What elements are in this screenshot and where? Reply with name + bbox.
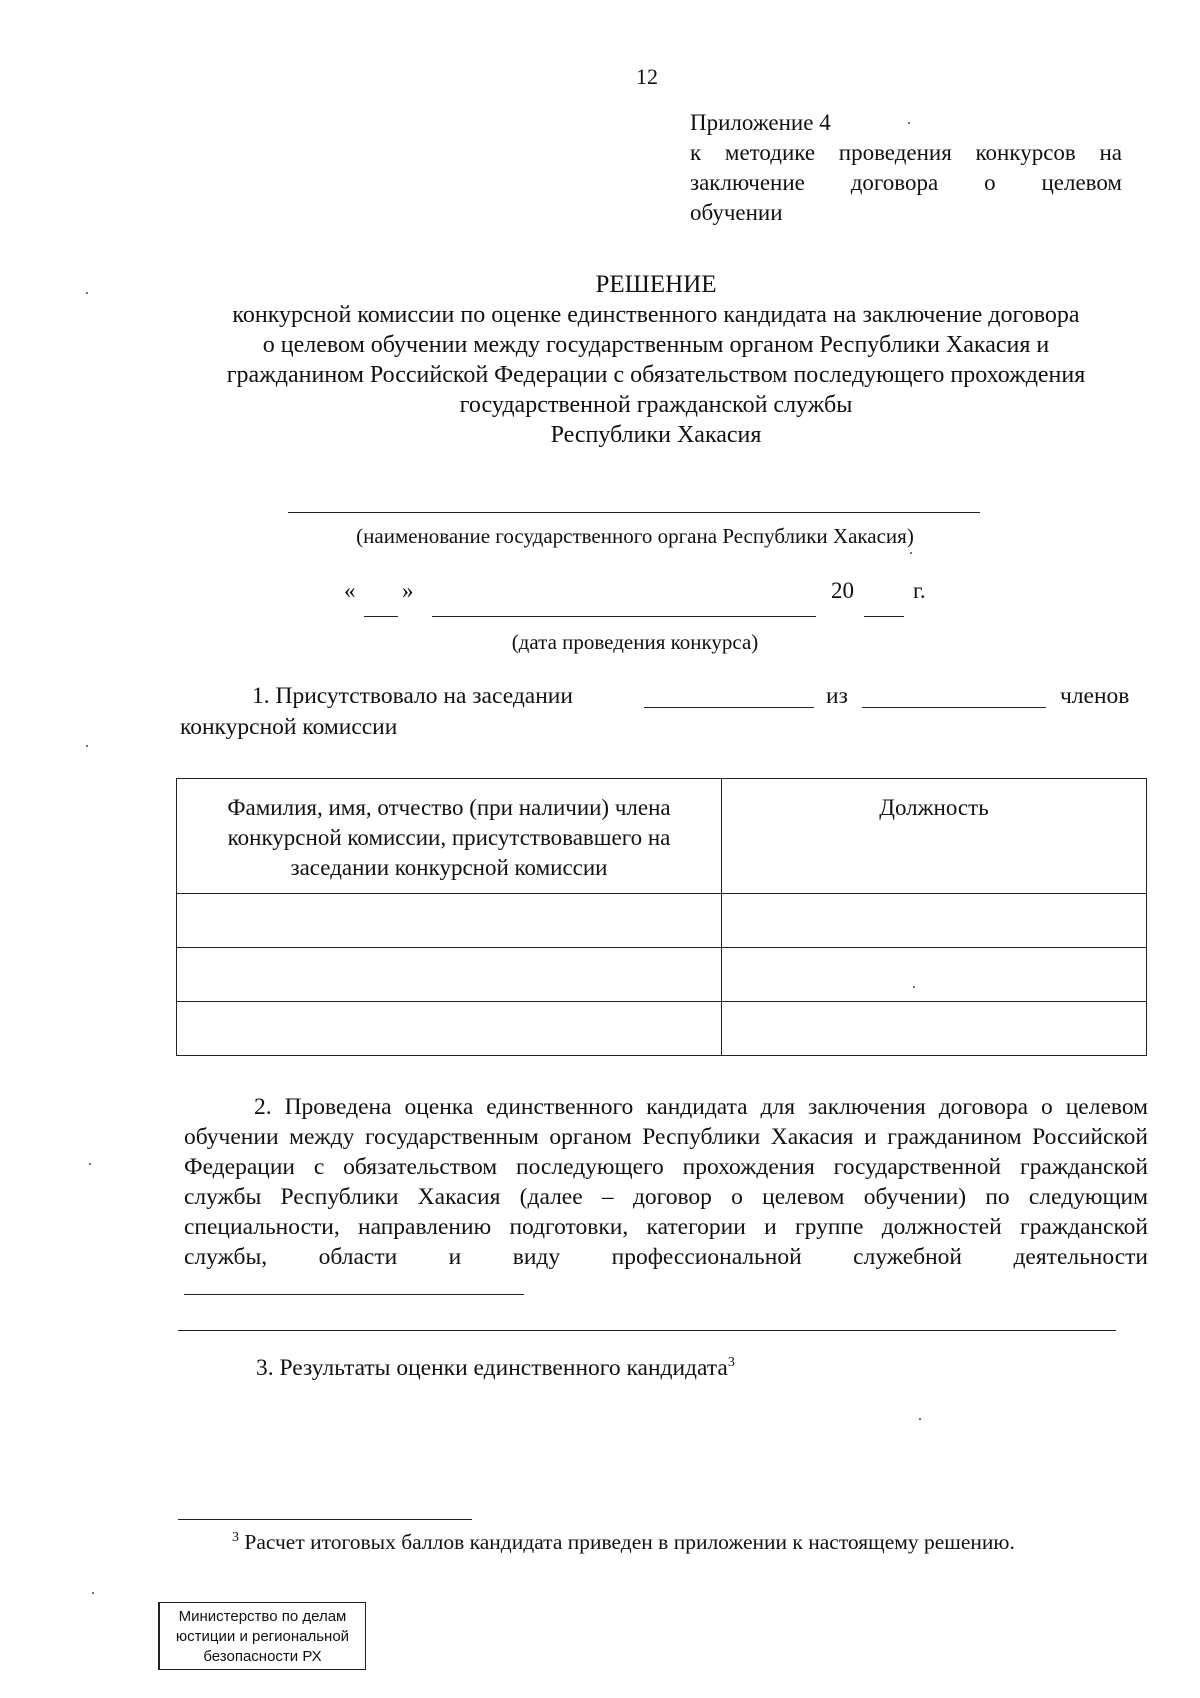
scan-speck <box>919 1418 921 1420</box>
scan-speck <box>910 552 912 554</box>
table-cell <box>722 1002 1147 1056</box>
table-header-position: Должность <box>722 779 1147 894</box>
scan-speck <box>86 745 88 747</box>
scan-speck <box>89 1163 91 1165</box>
footnote-separator <box>178 1519 472 1520</box>
document-subtitle <box>160 300 1152 450</box>
appendix-line-2: к методике проведения конкурсов на <box>690 140 1122 165</box>
scan-speck <box>913 986 915 988</box>
item-2-continuation-line <box>178 1330 1116 1331</box>
scan-speck <box>92 1592 94 1594</box>
appendix-line-4: обучении <box>690 200 783 225</box>
item-1-total-blank <box>862 707 1046 708</box>
org-name-caption: (наименование государственного органа Республики Хакасия) <box>356 524 914 548</box>
table-header-row <box>177 779 1147 894</box>
stamp-line: юстиции и региональной <box>175 1628 350 1645</box>
subtitle-line: государственной гражданской службы <box>459 392 853 418</box>
scan-speck <box>908 122 910 124</box>
footnote-text: Расчет итоговых баллов кандидата приведен в приложении к настоящему решению. <box>244 1530 1015 1554</box>
table-row <box>177 948 1147 1002</box>
table-cell <box>722 894 1147 948</box>
item-2-paragraph <box>184 1092 1148 1303</box>
date-day-blank <box>364 616 398 617</box>
members-table <box>176 778 1147 1056</box>
subtitle-line: Республики Хакасия <box>550 422 762 448</box>
footnote <box>232 1530 1015 1555</box>
item-2-inline-blank <box>184 1272 524 1295</box>
item-3-paragraph <box>256 1353 735 1383</box>
ministry-stamp <box>158 1602 366 1670</box>
table-header-name: Фамилия, имя, отчество (при наличии) члена конкурсной комиссии, присутствовавшего на заседании конкурсной комиссии <box>177 779 722 894</box>
scan-speck <box>86 292 88 294</box>
item-2-text: 2. Проведена оценка единственного кандидата для заключения договора о целевом обучении между государственным органом Республики Хакасия и гражданином Российской Федерации с обязательством последующего прохождения государственной гражданской службы Республики Хакасия (далее – договор о целевом обучении) по следующим специальности, направлению подготовки, категории и группе должностей гражданской службы, области и виду профессиональной служебной деятельности <box>184 1094 1148 1270</box>
item-1-text-c: членов <box>1060 683 1130 709</box>
appendix-line-1: Приложение 4 <box>690 110 831 135</box>
date-year-blank <box>864 616 904 617</box>
subtitle-line: конкурсной комиссии по оценке единственного кандидата на заключение договора <box>232 302 1080 328</box>
table-row <box>177 894 1147 948</box>
date-close-quote: » <box>402 578 414 603</box>
date-caption: (дата проведения конкурса) <box>511 630 759 654</box>
table-cell <box>177 894 722 948</box>
page-number: 12 <box>636 64 658 89</box>
item-1-text-d: конкурсной комиссии <box>180 714 398 740</box>
stamp-line: Министерство по делам <box>178 1608 347 1625</box>
date-month-blank <box>432 616 816 617</box>
item-1-text-b: из <box>826 683 848 709</box>
document-title: РЕШЕНИЕ <box>595 271 717 298</box>
org-name-blank-line <box>288 512 980 513</box>
appendix-header <box>690 108 1122 228</box>
item-3-text: 3. Результаты оценки единственного кандидата <box>256 1355 728 1381</box>
item-3-footnote-ref: 3 <box>727 1355 735 1371</box>
appendix-line-3: заключение договора о целевом <box>690 170 1122 195</box>
table-cell <box>177 948 722 1002</box>
table-cell <box>722 948 1147 1002</box>
subtitle-line: о целевом обучении между государственным органом Республики Хакасия и <box>262 332 1050 358</box>
date-open-quote: « <box>344 578 356 603</box>
item-1-present-blank <box>644 707 814 708</box>
stamp-line: безопасности РХ <box>203 1648 322 1665</box>
table-cell <box>177 1002 722 1056</box>
footnote-mark: 3 <box>232 1529 239 1545</box>
subtitle-line: гражданином Российской Федерации с обязательством последующего прохождения <box>226 362 1086 388</box>
item-1-text-a: 1. Присутствовало на заседании <box>252 683 573 709</box>
date-year-suffix: г. <box>913 578 926 603</box>
table-row <box>177 1002 1147 1056</box>
date-year-prefix: 20 <box>831 578 854 603</box>
